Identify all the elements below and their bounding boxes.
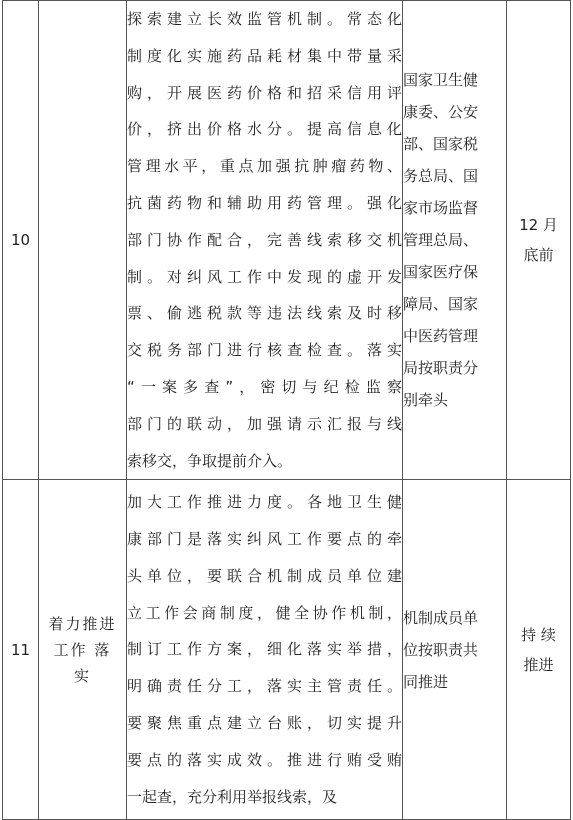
cell-text-line: 制度化实施药品耗材集中带量采 <box>127 46 402 65</box>
responsible-department-cell <box>403 480 507 820</box>
cell-text-line: 索移交，争取提前介入。 <box>127 451 293 470</box>
cell-text-line: 机制成员单 <box>403 608 479 627</box>
cell-text-line: 要点的落实成效。推进行贿受贿 <box>127 750 402 769</box>
cell-text-line: 价，挤出价格水分。提高信息化 <box>127 120 402 139</box>
task-title-cell <box>39 480 127 820</box>
cell-text-line: 着力推进 <box>48 614 117 633</box>
cell-text-line: 康委、公安 <box>403 103 479 122</box>
cell-text-line: 底前 <box>523 246 554 265</box>
cell-text-line: 抗菌药物和辅助用药管理。强化 <box>127 193 402 212</box>
cell-text-line: 国家医疗保 <box>403 263 479 282</box>
cell-text-line: 要聚焦重点建立台账，切实提升 <box>127 714 402 733</box>
cell-text-line: 制订工作方案，细化落实举措， <box>127 640 402 659</box>
cell-text-line: 管理水平，重点加强抗肿瘤药物、 <box>127 157 402 176</box>
responsible-department-cell <box>403 1 507 480</box>
cell-text-line: 务总局、国 <box>403 167 479 186</box>
cell-text-line: 制。对纠风工作中发现的虚开发 <box>127 267 402 286</box>
cell-text-line: 同推进 <box>403 672 449 691</box>
cell-text-line: 障局、国家 <box>403 295 479 314</box>
table-row <box>3 480 571 820</box>
cell-text-line: 立工作会商制度，健全协作机制， <box>127 603 402 622</box>
cell-text-line: 推进 <box>523 655 554 674</box>
row-number: 11 <box>3 480 39 820</box>
row-number: 10 <box>3 1 39 480</box>
cell-text-line: 明确责任分工，落实主管责任。 <box>127 677 402 696</box>
cell-text-line: 家市场监督 <box>403 199 479 218</box>
deadline-cell <box>507 480 571 820</box>
table-row <box>3 1 571 480</box>
cell-text-line: 探索建立长效监管机制。常态化 <box>127 10 402 28</box>
task-content-cell <box>127 1 403 480</box>
cell-text-line: 交税务部门进行核查检查。落实 <box>127 341 402 360</box>
cell-text-line: 购，开展医药价格和招采信用评 <box>127 83 402 102</box>
cell-text-line: 国家卫生健 <box>403 71 479 90</box>
cell-text-line: 中医药管理 <box>403 327 479 346</box>
cell-text-line: 工作 落 <box>53 640 112 659</box>
cell-text-line: 部门协作配合，完善线索移交机 <box>127 230 402 249</box>
cell-text-line: 管理总局、 <box>403 231 479 250</box>
cell-text-line: 部、国家税 <box>403 135 479 154</box>
cell-text-line: 加大工作推进力度。各地卫生健 <box>127 493 402 512</box>
table-body <box>3 1 571 820</box>
cell-text-line: 康部门是落实纠风工作要点的牵 <box>127 530 402 549</box>
cell-text-line: 位按职责共 <box>403 640 479 659</box>
cell-text-line: “一案多查”，密切与纪检监察 <box>127 377 402 396</box>
task-content-cell <box>127 480 403 820</box>
cell-text-line: 头单位，要联合机制成员单位建 <box>127 566 402 585</box>
cell-text-line: 票、偷逃税款等违法线索及时移 <box>127 304 402 323</box>
cell-text-line: 部门的联动，加强请示汇报与线 <box>127 414 402 433</box>
cell-text-line: 局按职责分 <box>403 359 479 378</box>
cell-text-line: 持 续 <box>521 625 556 644</box>
cell-text-line: 一起查，充分利用举报线索，及 <box>127 787 338 806</box>
deadline-cell <box>507 1 571 480</box>
cell-text-line: 别牵头 <box>403 391 449 410</box>
task-title-cell <box>39 1 127 480</box>
cell-text-line: 12 月 <box>519 216 558 235</box>
task-table <box>2 0 571 820</box>
cell-text-line: 实 <box>73 666 91 685</box>
